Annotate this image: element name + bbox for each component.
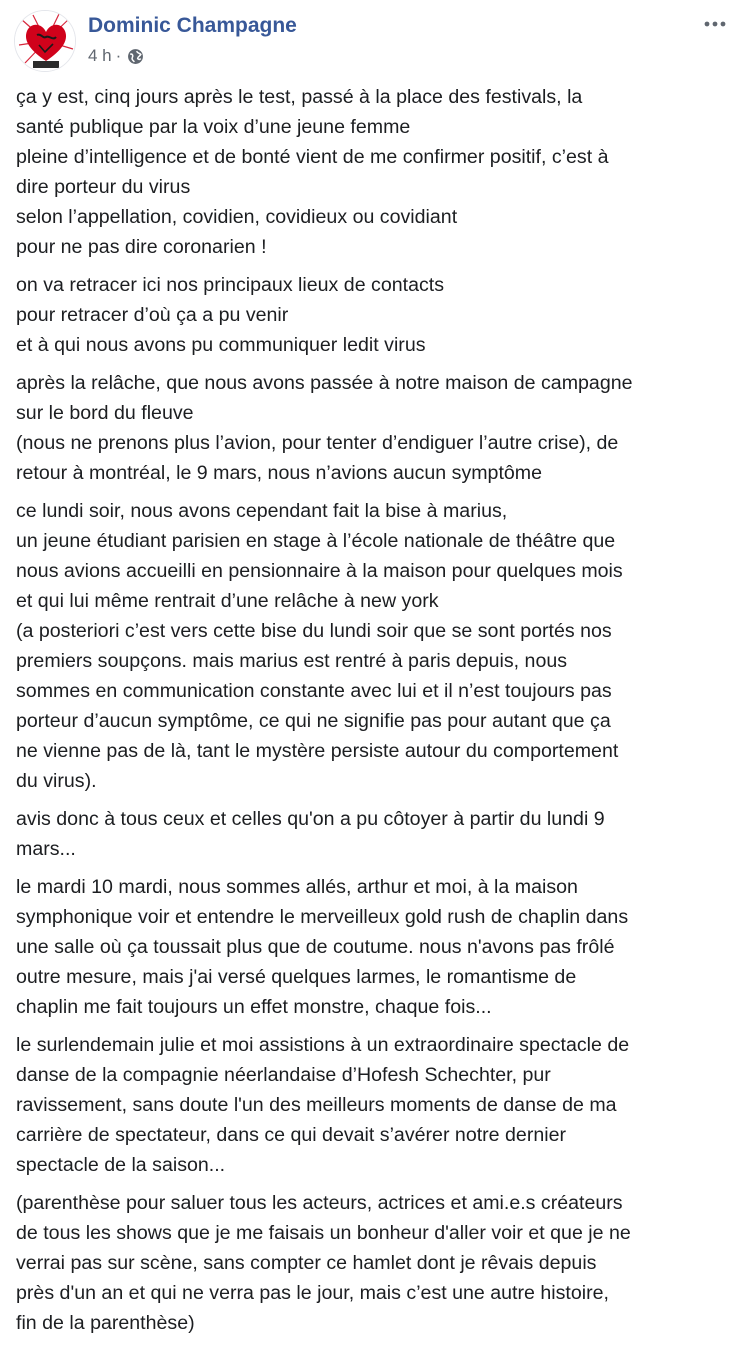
post-text-line: ravissement, sans doute l'un des meilleurs moments de danse de ma [16, 1094, 617, 1116]
post-text-line: symphonique voir et entendre le merveilleux gold rush de chaplin dans [16, 906, 629, 928]
post-text-line: premiers soupçons. mais marius est rentré à paris depuis, nous [16, 650, 568, 672]
post-text-line: (parenthèse pour saluer tous les acteurs, actrices et ami.e.s créateurs [16, 1192, 623, 1214]
post-text-line: on va retracer ici nos principaux lieux de contacts [16, 274, 445, 296]
post-text-line: le surlendemain julie et moi assistions à un extraordinaire spectacle de [16, 1034, 630, 1056]
post-text-line: (a posteriori c’est vers cette bise du lundi soir que se sont portés nos [16, 620, 612, 642]
post-text [16, 82, 728, 1346]
post-meta [88, 46, 144, 66]
post-text-line: verrai pas sur scène, sans compter ce hamlet dont je rêvais depuis [16, 1252, 597, 1274]
post-text-line: pleine d’intelligence et de bonté vient de me confirmer positif, c’est à [16, 146, 609, 168]
post-paragraph [16, 368, 728, 488]
post-text-line: santé publique par la voix d’une jeune femme [16, 116, 411, 138]
post-text-line: carrière de spectateur, dans ce qui devait s’avérer notre dernier [16, 1124, 567, 1146]
post-paragraph [16, 804, 728, 864]
post-text-line: du virus). [16, 770, 97, 792]
post-header [14, 10, 730, 70]
post-paragraph [16, 872, 728, 1022]
author-name[interactable]: Dominic Champagne [88, 14, 297, 37]
post-paragraph [16, 496, 728, 796]
post-text-line: selon l’appellation, covidien, covidieux ou covidiant [16, 206, 458, 228]
post-text-line: mars... [16, 838, 76, 860]
post-text-line: et à qui nous avons pu communiquer ledit virus [16, 334, 426, 356]
post-text-line: retour à montréal, le 9 mars, nous n’avions aucun symptôme [16, 462, 543, 484]
post-text-line: un jeune étudiant parisien en stage à l’école nationale de théâtre que [16, 530, 616, 552]
post-text-line: (nous ne prenons plus l’avion, pour tenter d’endiguer l’autre crise), de [16, 432, 619, 454]
post-text-line: danse de la compagnie néerlandaise d’Hofesh Schechter, pur [16, 1064, 551, 1086]
post-text-line: et qui lui même rentrait d’une relâche à new york [16, 590, 439, 612]
post-text-line: spectacle de la saison... [16, 1154, 226, 1176]
post-text-line: sur le bord du fleuve [16, 402, 194, 424]
post-text-line: après la relâche, que nous avons passée à notre maison de campagne [16, 372, 633, 394]
post-text-line: pour ne pas dire coronarien ! [16, 236, 267, 258]
post-text-line: avis donc à tous ceux et celles qu'on a pu côtoyer à partir du lundi 9 [16, 808, 605, 830]
post-text-line: ne vienne pas de là, tant le mystère persiste autour du comportement [16, 740, 619, 762]
meta-separator: · [115, 46, 122, 65]
more-options-button[interactable] [700, 12, 730, 36]
avatar-heart-image [15, 11, 76, 72]
timestamp[interactable]: 4 h [88, 46, 112, 65]
post-text-line: dire porteur du virus [16, 176, 191, 198]
post-text-line: de tous les shows que je me faisais un bonheur d'aller voir et que je ne [16, 1222, 631, 1244]
post-text-line: une salle où ça toussait plus que de coutume. nous n'avons pas frôlé [16, 936, 615, 958]
post-text-line: ça y est, cinq jours après le test, passé à la place des festivals, la [16, 86, 583, 108]
avatar[interactable] [14, 10, 76, 72]
more-options-icon [704, 21, 726, 27]
post-text-line: chaplin me fait toujours un effet monstre, chaque fois... [16, 996, 492, 1018]
post-text-line: ce lundi soir, nous avons cependant fait la bise à marius, [16, 500, 508, 522]
post-paragraph [16, 82, 728, 262]
post-text-line: près d'un an et qui ne verra pas le jour, mais c’est une autre histoire, [16, 1282, 609, 1304]
post-text-line: pour retracer d’où ça a pu venir [16, 304, 289, 326]
post-text-line: fin de la parenthèse) [16, 1312, 195, 1334]
post-paragraph [16, 270, 728, 360]
post-text-line: le mardi 10 mardi, nous sommes allés, arthur et moi, à la maison [16, 876, 578, 898]
post-paragraph [16, 1188, 728, 1338]
post-text-line: porteur d’aucun symptôme, ce qui ne signifie pas pour autant que ça [16, 710, 611, 732]
post-text-line: outre mesure, mais j'ai versé quelques larmes, le romantisme de [16, 966, 577, 988]
post-text-line: nous avions accueilli en pensionnaire à la maison pour quelques mois [16, 560, 623, 582]
post-paragraph [16, 1030, 728, 1180]
post-text-line: sommes en communication constante avec lui et il n’est toujours pas [16, 680, 612, 702]
globe-icon[interactable] [127, 48, 144, 65]
